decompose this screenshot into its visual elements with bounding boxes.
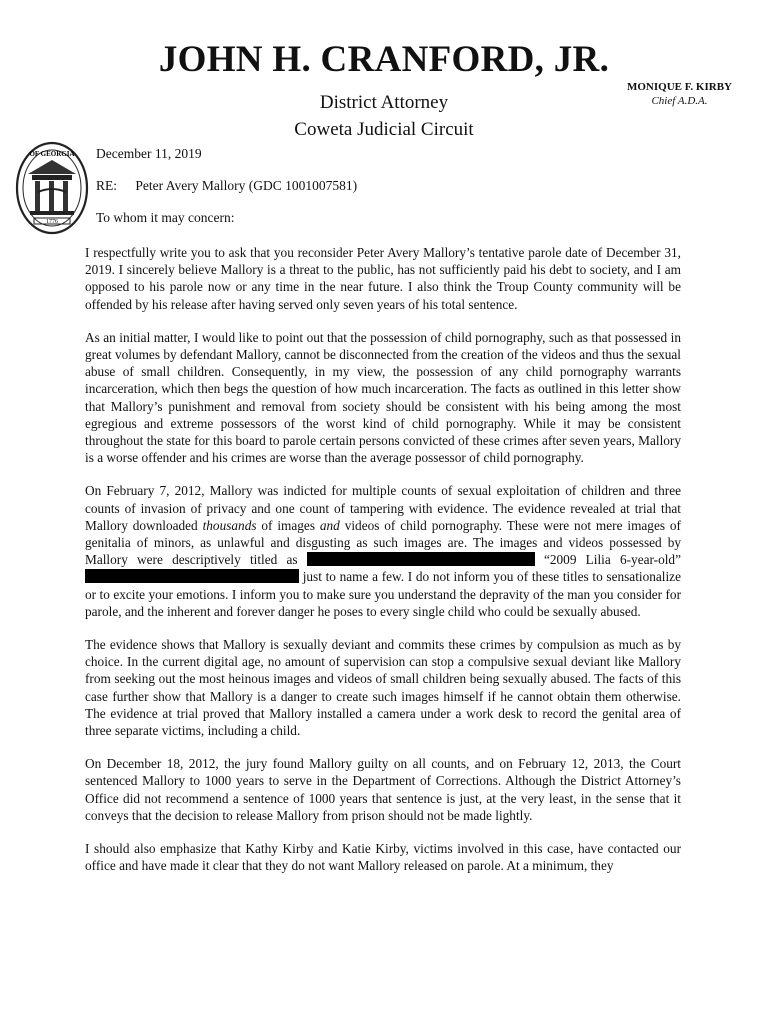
letterhead-name: JOHN H. CRANFORD, JR. bbox=[158, 39, 610, 80]
re-label: RE: bbox=[96, 178, 118, 193]
paragraph: As an initial matter, I would like to point out that the possession of child pornography, such as that possessed in great volumes by defendant Mallory, cannot be disconnected from the creation of the videos and thus the sexual abuse of small children. Consequently, in my view, the possession of any child pornography warrants incarceration, which then begs the question of how much incarceration. The facts as outlined in this letter show that Mallory’s punishment and removal from society should be consistent with his being among the most egregious and extreme possessors of the worst kind of child pornography. While it may be consistent throughout the state for this board to parole certain persons convicted of these crimes after seven years, Mallory is a worse offender and his crimes are worse than the average possessor of child pornography. bbox=[85, 329, 681, 466]
paragraph: I respectfully write you to ask that you reconsider Peter Avery Mallory’s tentative parole date of December 31, 2019. I sincerely believe Mallory is a threat to the public, has not sufficiently paid his debt to society, and I am opposed to his parole now or any time in the near future. I also think the Troup County community will be offended by his release after having served only seven years of his total sentence. bbox=[85, 245, 681, 312]
paragraph-text: On February 7, 2012, Mallory was indicted for multiple counts of sexual exploitation of children and three counts of invasion of privacy and one count of tampering with evidence. The evidence revealed at trial that Mallory downloaded bbox=[85, 483, 681, 533]
paragraph-text: just to name a few. I do not inform you of these titles to sensationalize or to excite your emotions. I inform you to make sure you understand the depravity of the man you consider for parole, and the inherent and forever danger he poses to every single child who could be sexually abused. bbox=[85, 569, 681, 619]
paragraph bbox=[85, 482, 681, 620]
salutation: To whom it may concern: bbox=[96, 210, 235, 225]
paragraph-text: “2009 Lilia 6-year-old” bbox=[534, 552, 681, 568]
re-subject: Peter Avery Mallory (GDC 1001007581) bbox=[135, 178, 358, 193]
chief-ada-title: Chief A.D.A. bbox=[651, 95, 708, 107]
paragraph: The evidence shows that Mallory is sexually deviant and commits these crimes by compulsion as much as by choice. In the current digital age, no amount of supervision can stop a compulsive sexual deviant like Mallory from seeking out the most heinous images and videos of small children being sexually abused. The facts of this case further show that Mallory is a danger to create such images himself if he cannot obtain them otherwise. The evidence at trial proved that Mallory installed a camera under a work desk to record the genital area of three separate victims, including a child. bbox=[85, 637, 681, 739]
paragraph-text: videos of child pornography. These were not mere images of genitalia of minors, as unlawful and disgusting as such images are. The images and videos possessed by Mallory were descriptively titled as bbox=[85, 517, 681, 568]
paragraph: I should also emphasize that Kathy Kirby and Katie Kirby, victims involved in this case, have contacted our office and have made it clear that they do not want Mallory released on parole. At a minimum, they bbox=[85, 841, 681, 874]
letter-date: December 11, 2019 bbox=[96, 146, 202, 161]
re-line bbox=[96, 178, 357, 194]
seal-text: OF GEORGIA bbox=[29, 150, 75, 158]
georgia-seal-icon bbox=[14, 140, 90, 236]
letterhead-title: District Attorney bbox=[319, 92, 449, 113]
redaction-bar bbox=[307, 552, 535, 566]
chief-ada-name: MONIQUE F. KIRBY bbox=[626, 81, 732, 93]
paragraph-text: of images bbox=[256, 517, 320, 533]
emphasis-text: thousands bbox=[202, 517, 257, 533]
chief-ada-block bbox=[627, 80, 732, 108]
letterhead-circuit: Coweta Judicial Circuit bbox=[294, 119, 474, 140]
letter-body bbox=[85, 244, 681, 891]
paragraph: On December 18, 2012, the jury found Mallory guilty on all counts, and on February 12, 2013, the Court sentenced Mallory to 1000 years to serve in the Department of Corrections. Although the District Attorney’s Office did not recommend a sentence of 1000 years that sentence is just, at the very least, in the sense that it conveys that the decision to release Mallory from prison should not be made lightly. bbox=[85, 756, 681, 823]
redaction-bar bbox=[85, 569, 299, 583]
emphasis-text: and bbox=[319, 517, 340, 533]
seal-year: 1776 bbox=[46, 219, 58, 225]
